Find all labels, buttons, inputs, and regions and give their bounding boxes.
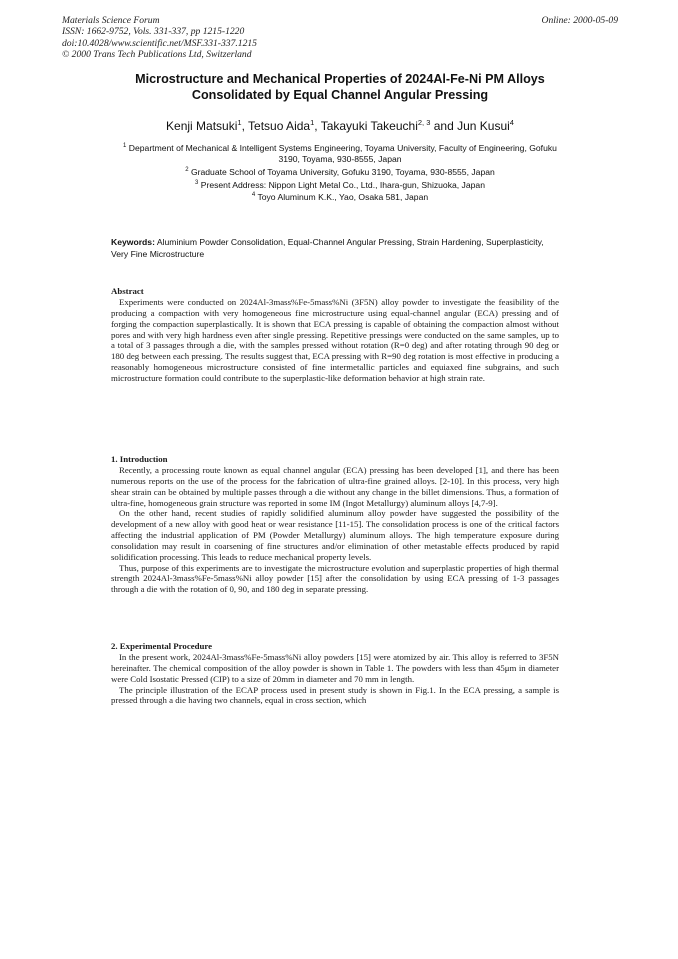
keywords-text: Aluminium Powder Consolidation, Equal-Channel Angular Pressing, Strain Hardening, Superplasticity, Very Fine Microstructure	[111, 237, 544, 259]
author-name: Kenji Matsuki	[166, 119, 238, 133]
affiliation-list	[62, 143, 618, 205]
author-affil-mark: 1	[310, 118, 315, 127]
copyright-line: © 2000 Trans Tech Publications Ltd, Switzerland	[62, 49, 252, 61]
paragraph: Recently, a processing route known as equal channel angular (ECA) pressing has been developed [1], and there has been numerous reports on the use of the process for the fabrication of ultra-fine grained alloys. [2-10]. In this process, very high shear strain can be obtained by multiple passes through a die without any change in the billet dimensions. Thus, a formation of ultra-fine, homogeneous grain structure was reported in some IM (Ingot Metallurgy) aluminum alloys [4,7-9].	[111, 465, 559, 508]
journal-name: Materials Science Forum	[62, 15, 160, 26]
introduction-section	[111, 454, 559, 595]
abstract-heading: Abstract	[111, 286, 144, 296]
author-name: Takayuki Takeuchi	[320, 119, 418, 133]
online-date: Online: 2000-05-09	[541, 15, 618, 26]
doi-line[interactable]: doi:10.4028/www.scientific.net/MSF.331-337.1215	[62, 37, 257, 49]
keywords-label: Keywords:	[111, 237, 155, 247]
abstract-text: Experiments were conducted on 2024Al-3mass%Fe-5mass%Ni (3F5N) alloy powder to investigate the feasibility of the producing a compaction with very homogeneous fine microstructure using equal-channel angular (ECA) pressing and of forging the compaction superplastically. It is shown that ECA pressing is capable of obtaining the compaction almost without pores and with very high hardness even after single pressing. Repetitive pressings were conducted on the same samples, up to a total of 3 passages through a die, with the samples pressed without rotation (R=0 deg) and after rotating through 90 deg or 180 deg between each pressing. The results suggest that, ECA pressing with R=90 deg rotation is most effective in producing a reasonably homogeneous microstructure consisted of fine intermetallic particles and equiaxed fine subgrains, and such microstructure formation could contribute to the superplastic-like deformation behavior at high strain rate.	[111, 297, 559, 383]
author-separator: ,	[241, 119, 249, 133]
journal-header	[62, 15, 618, 61]
author-name: Jun Kusui	[457, 119, 510, 133]
affiliation-mark: 3	[195, 179, 199, 186]
author	[248, 119, 314, 133]
paragraph: The principle illustration of the ECAP process used in present study is shown in Fig.1. In the ECA pressing, a sample is pressed through a die having two channels, equal in cross section, which	[111, 684, 559, 706]
affiliation	[120, 143, 560, 165]
affiliation-mark: 4	[251, 192, 256, 199]
paragraph: On the other hand, recent studies of rapidly solidified aluminum alloy powder have suggested the possibility of the development of a new alloy with good heat or wear resistance [11-15]. The consolidation process is one of the critical factors affecting the industrial application of PM (Powder Metallurgy) aluminum alloys. The high temperature exposure during consolidation may result in coarsening of fine structures and/or elimination of other metastable effects produced by rapid solidification processing. This leads to reduce mechanical property levels.	[111, 508, 559, 562]
title-line-1: Microstructure and Mechanical Properties of 2024Al-Fe-Ni PM Alloys	[135, 72, 545, 86]
title-line-2: Consolidated by Equal Channel Angular Pressing	[191, 87, 489, 102]
affiliation-text: Department of Mechanical & Intelligent Systems Engineering, Toyama University, Faculty of Engineering, Gofuku 3190, Toyama, 930-8555, Japan	[128, 143, 557, 165]
paragraph: Thus, purpose of this experiments are to investigate the microstructure evolution and superplastic properties of high thermal strength 2024Al-3mass%Fe-5mass%Ni alloy powder [15] after the consolidation by using ECA pressing of 1-3 passages through a die with the rotation of 0, 90, and 180 deg in separate pressing.	[111, 562, 559, 595]
author	[321, 119, 431, 133]
author-separator: ,	[314, 119, 321, 133]
affiliation-text: Toyo Aluminum K.K., Yao, Osaka 581, Japan	[257, 192, 429, 203]
author-list	[62, 119, 618, 134]
affiliation-text: Graduate School of Toyama University, Gofuku 3190, Toyama, 930-8555, Japan	[190, 166, 495, 177]
affiliation	[120, 180, 560, 191]
keywords	[111, 237, 559, 260]
affiliation-mark: 1	[123, 143, 127, 149]
author-separator: and	[430, 119, 458, 133]
paper-title	[62, 72, 618, 103]
author	[166, 119, 242, 133]
experimental-section	[111, 641, 559, 706]
paragraph: In the present work, 2024Al-3mass%Fe-5mass%Ni alloy powders [15] were atomized by air. This alloy is referred to 3F5N hereinafter. The chemical composition of the alloy powder is shown in Table 1. The powders with less than 45μm in diameter were Cold Isostatic Pressed (CIP) to a size of 20mm in diameter and 70 mm in length.	[111, 652, 559, 684]
issn-line: ISSN: 1662-9752, Vols. 331-337, pp 1215-1220	[62, 26, 245, 38]
author-affil-mark: 4	[509, 118, 514, 127]
author-affil-mark: 1	[237, 118, 242, 127]
affiliation-mark: 2	[185, 166, 189, 173]
introduction-heading: 1. Introduction	[111, 454, 168, 464]
affiliation	[120, 167, 560, 178]
author	[457, 119, 514, 133]
affiliation-text: Present Address: Nippon Light Metal Co., Ltd., Ihara-gun, Shizuoka, Japan	[200, 179, 485, 190]
author-affil-mark: 2, 3	[417, 118, 431, 127]
abstract-section	[111, 286, 559, 384]
experimental-heading: 2. Experimental Procedure	[111, 641, 213, 651]
author-name: Tetsuo Aida	[248, 119, 311, 133]
affiliation	[120, 192, 560, 203]
